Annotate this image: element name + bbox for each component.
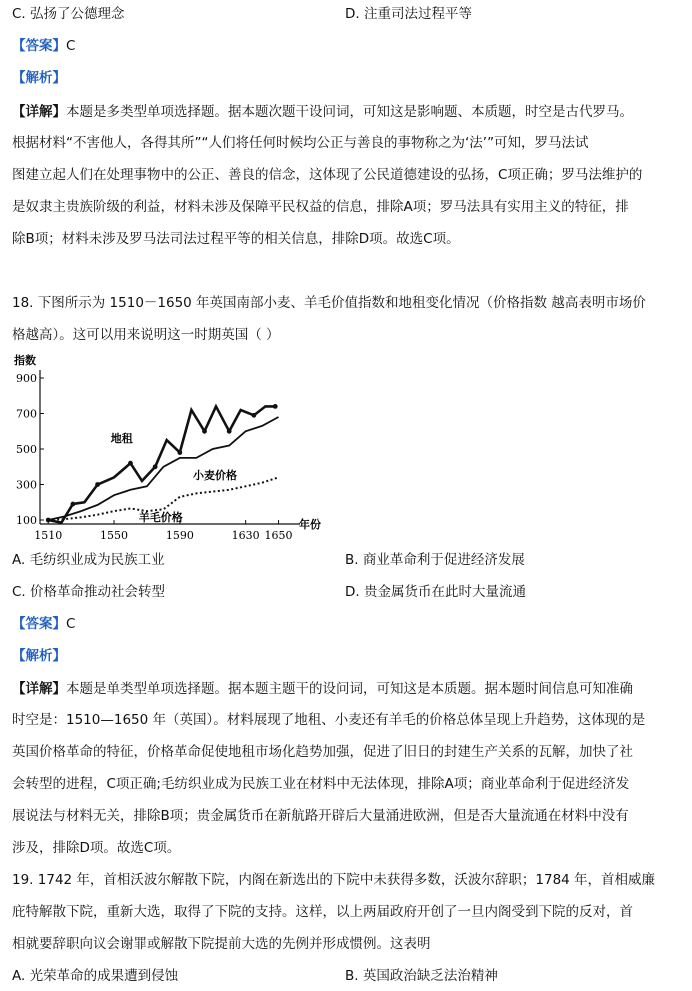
q18-stem-line-2: 格越高）。这可以用来说明这一时期英国（ ） <box>12 327 280 343</box>
q17-detail-line-5: 除B项；材料未涉及罗马法司法过程平等的相关信息，排除D项。故选C项。 <box>12 231 460 247</box>
x-tick-label: 1550 <box>100 529 129 542</box>
x-tick-label: 1510 <box>34 529 63 542</box>
q17-answer <box>12 36 75 56</box>
q19-stem-line-2: 庇特解散下院，重新大选，取得了下院的支持。这样，以上两届政府开创了一旦内阁受到下院的反对，首 <box>12 904 633 920</box>
q18-detail-line-5: 展说法与材料无关，排除B项；贵金属货币在新航路开辟后大量涌进欧洲，但是否大量流通在材料中没有 <box>12 808 629 824</box>
q18-answer <box>12 614 75 634</box>
q19-stem-line-3: 相就要辞职向议会谢罪或解散下院提前大选的先例并形成惯例。这表明 <box>12 936 431 952</box>
chart-labels <box>111 431 237 524</box>
q17-option-d: D. 注重司法过程平等 <box>345 6 472 22</box>
detail-tag: 【详解】 <box>12 104 66 120</box>
data-point <box>128 461 133 466</box>
detail-tag: 【详解】 <box>12 681 66 697</box>
q19-option-b: B. 英国政治缺乏法治精神 <box>345 968 498 984</box>
data-point <box>95 482 100 487</box>
series-label: 小麦价格 <box>193 469 237 483</box>
x-tick-label: 1630 <box>231 529 260 542</box>
analysis-tag: 【解析】 <box>12 648 66 664</box>
q18-detail-line-3: 英国价格革命的特征，价格革命促使地租市场化趋势加强，促进了旧日的封建生产关系的瓦解，加快了社 <box>12 744 633 760</box>
series-label: 地租 <box>110 431 133 445</box>
q18-detail-line-6: 涉及，排除D项。故选C项。 <box>12 840 181 856</box>
detail-text: 本题是单类型单项选择题。据本题主题干的设问词，可知这是本质题。据本题时间信息可知准确 <box>66 681 633 697</box>
q18-option-c: C. 价格革命推动社会转型 <box>12 584 166 600</box>
answer-tag: 【答案】 <box>12 616 66 632</box>
y-axis-label: 指数 <box>14 354 36 367</box>
series-line-小麦价格 <box>48 417 278 520</box>
series-line-地租 <box>48 406 275 522</box>
q17-analysis-tag <box>12 68 66 88</box>
y-tick-label: 900 <box>16 372 37 385</box>
q18-detail-line-2: 时空是：1510—1650 年（英国）。材料展现了地租、小麦还有羊毛的价格总体呈现上升趋势，这体现的是 <box>12 712 646 728</box>
q17-detail-line-1 <box>12 102 633 122</box>
chart-series <box>46 404 279 523</box>
x-tick-label: 1590 <box>165 529 194 542</box>
y-tick-label: 500 <box>16 443 37 456</box>
detail-text: 本题是多类型单项选择题。据本题次题干设问词，可知这是影响题、本质题，时空是古代罗马。 <box>66 104 633 120</box>
q17-detail-line-3: 图建立起人们在处理事物中的公正、善良的信念，这体现了公民道德建设的弘扬，C项正确；罗马法维护的 <box>12 167 643 183</box>
data-point <box>273 404 278 409</box>
q18-option-d: D. 贵金属货币在此时大量流通 <box>345 584 526 600</box>
price-index-chart <box>10 352 330 547</box>
q17-option-c: C. 弘扬了公德理念 <box>12 6 125 22</box>
q17-detail-line-2: 根据材料“不害他人，各得其所”“人们将任何时候均公正与善良的事物称之为‘法’”可知，罗马法试 <box>12 135 589 151</box>
data-point <box>227 429 232 434</box>
answer-value: C <box>66 38 76 54</box>
data-point <box>71 502 76 507</box>
data-point <box>153 464 158 469</box>
q17-detail-line-4: 是奴隶主贵族阶级的利益，材料未涉及保障平民权益的信息，排除A项；罗马法具有实用主义的特征，排 <box>12 199 629 215</box>
q18-stem-line-1: 18. 下图所示为 1510－1650 年英国南部小麦、羊毛价值指数和地租变化情况（价格指数 越高表明市场价 <box>12 295 646 311</box>
q19-option-a: A. 光荣革命的成果遭到侵蚀 <box>12 968 179 984</box>
data-point <box>202 429 207 434</box>
q18-detail-line-1 <box>12 679 633 699</box>
data-point <box>177 450 182 455</box>
analysis-tag: 【解析】 <box>12 70 66 86</box>
q18-analysis-tag <box>12 646 66 666</box>
x-axis-label: 年份 <box>299 518 321 531</box>
y-tick-label: 100 <box>16 514 37 527</box>
answer-tag: 【答案】 <box>12 38 66 54</box>
series-label: 羊毛价格 <box>138 510 183 524</box>
q19-stem-line-1: 19. 1742 年，首相沃波尔解散下院，内阁在新选出的下院中未获得多数，沃波尔辞职；1784 年，首相威廉 <box>12 872 656 888</box>
data-point <box>251 413 256 418</box>
q18-option-a: A. 毛纺织业成为民族工业 <box>12 552 165 568</box>
y-tick-label: 700 <box>16 407 37 421</box>
q18-option-b: B. 商业革命利于促进经济发展 <box>345 552 525 568</box>
answer-value: C <box>66 616 76 632</box>
q18-detail-line-4: 会转型的进程，C项正确;毛纺织业成为民族工业在材料中无法体现，排除A项；商业革命利于促进经济发 <box>12 776 630 792</box>
x-tick-label: 1650 <box>264 529 293 542</box>
y-tick-label: 300 <box>16 478 37 492</box>
